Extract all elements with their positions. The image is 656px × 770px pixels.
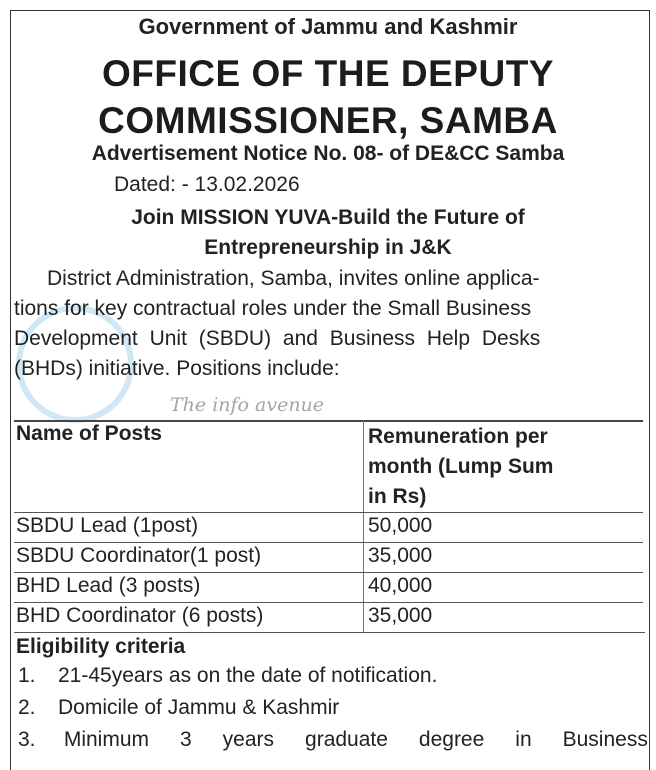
office-title-line1: OFFICE OF THE DEPUTY	[102, 53, 554, 94]
table-row	[14, 512, 643, 542]
post-pay: 40,000	[368, 574, 433, 597]
table-row	[14, 602, 643, 632]
post-pay: 35,000	[368, 544, 433, 567]
intro-line2: tions for key contractual roles under the Small Business	[14, 297, 532, 320]
headline-line2: Entrepreneurship in J&K	[204, 236, 452, 259]
eligibility-heading: Eligibility criteria	[14, 632, 645, 659]
post-name: BHD Coordinator (6 posts)	[16, 604, 264, 627]
office-title-line2: COMMISSIONER, SAMBA	[98, 100, 558, 141]
post-pay: 35,000	[368, 604, 433, 627]
table-header-remuneration: Remuneration per month (Lump Sum in Rs)	[368, 425, 554, 508]
mission-headline	[0, 203, 656, 263]
list-item: 3. Minimum 3 years graduate degree in Business	[18, 728, 648, 751]
intro-paragraph	[14, 264, 644, 384]
notice-date: Dated: - 13.02.2026	[114, 173, 300, 196]
watermark-text: The info avenue	[170, 394, 325, 416]
intro-line3: Development Unit (SBDU) and Business Help Desks	[14, 327, 541, 350]
post-pay: 50,000	[368, 514, 433, 537]
table-header-divider	[363, 420, 364, 512]
table-row	[14, 572, 643, 602]
table-header-posts: Name of Posts	[16, 422, 162, 445]
post-name: SBDU Lead (1post)	[16, 514, 199, 537]
advertisement-number: Advertisement Notice No. 08- of DE&CC Samba	[91, 142, 565, 165]
government-heading: Government of Jammu and Kashmir	[138, 14, 518, 39]
intro-line4: (BHDs) initiative. Positions include:	[14, 357, 340, 380]
table-row	[14, 542, 643, 572]
office-title	[0, 50, 656, 144]
post-name: BHD Lead (3 posts)	[16, 574, 201, 597]
list-item: 2. Domicile of Jammu & Kashmir	[18, 696, 340, 719]
intro-line1: District Administration, Samba, invites online applica-	[47, 267, 540, 290]
post-name: SBDU Coordinator(1 post)	[16, 544, 262, 567]
list-item: 1. 21-45years as on the date of notification.	[18, 664, 438, 687]
headline-line1: Join MISSION YUVA-Build the Future of	[131, 206, 525, 229]
